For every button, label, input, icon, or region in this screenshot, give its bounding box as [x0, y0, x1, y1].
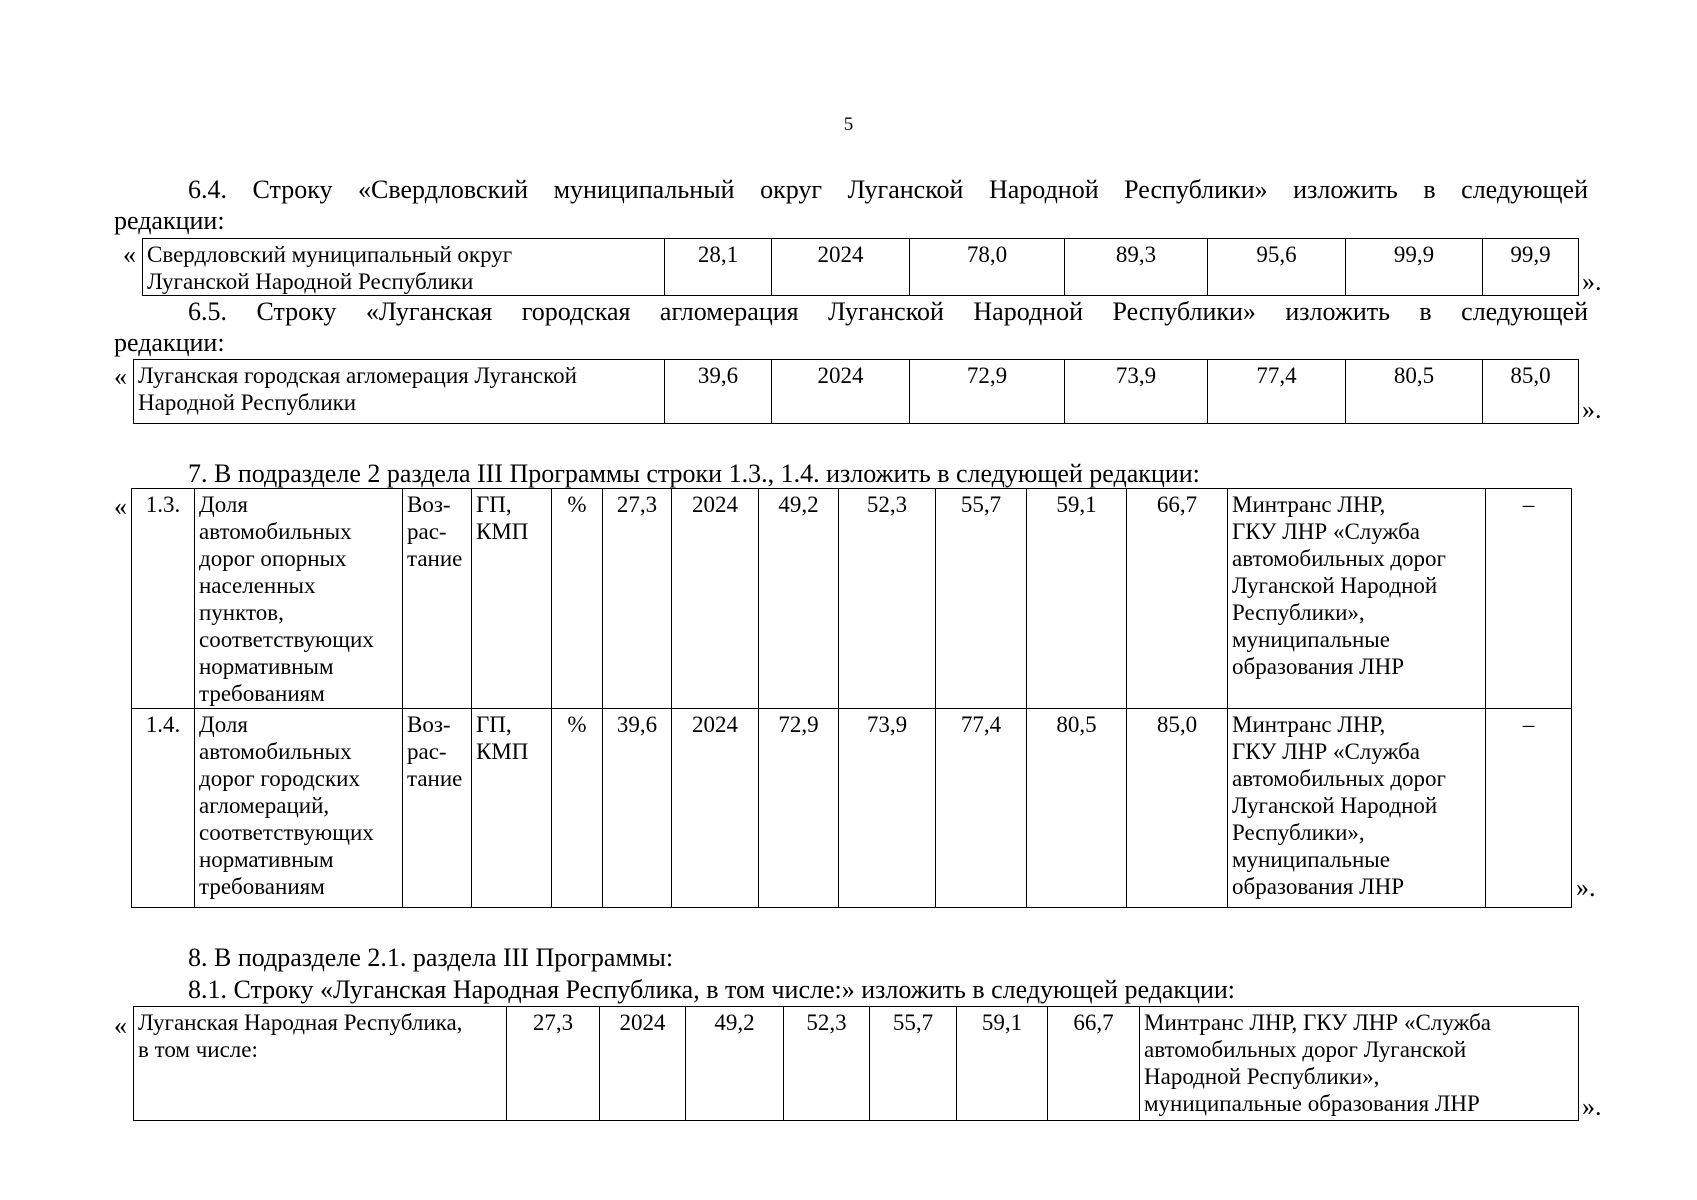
- text-line: автомобильных дорог Луганской: [1144, 1037, 1467, 1062]
- value-cell: 77,4: [936, 709, 1027, 908]
- source-cell: [472, 709, 552, 908]
- row-number-cell: 1.3.: [132, 489, 195, 709]
- responsible-cell: [1228, 709, 1486, 908]
- text-line: автомобильных: [199, 519, 352, 544]
- text-line: тание: [407, 546, 463, 571]
- value-cell: 52,3: [784, 1007, 870, 1121]
- text-line: муниципальные образования ЛНР: [1144, 1091, 1480, 1116]
- quote-close-8-1: ».: [1582, 1092, 1602, 1121]
- territory-name-cell: [134, 1007, 507, 1121]
- table-row: [132, 489, 1572, 709]
- text-line: требованиям: [199, 681, 325, 706]
- text-line: Воз-: [407, 712, 451, 737]
- text-line: нормативным: [199, 654, 334, 679]
- text-line: рас-: [407, 739, 447, 764]
- quote-open-7: «: [114, 492, 127, 521]
- responsible-cell: [1228, 489, 1486, 709]
- table-row: [143, 239, 1579, 296]
- dash-cell: –: [1486, 709, 1572, 908]
- paragraph-6-4-line1: 6.4. Строку «Свердловский муниципальный округ Луганской Народной Республики» изложить в следующей: [188, 175, 1588, 204]
- value-cell: 2024: [600, 1007, 686, 1121]
- value-cell: 78,0: [910, 239, 1065, 296]
- value-cell: 72,9: [759, 709, 839, 908]
- value-cell: 55,7: [936, 489, 1027, 709]
- paragraph-7: 7. В подразделе 2 раздела III Программы строки 1.3., 1.4. изложить в следующей редакции:: [188, 459, 1200, 488]
- paragraph-8-1: 8.1. Строку «Луганская Народная Республика, в том числе:» изложить в следующей редакции:: [188, 975, 1236, 1004]
- paragraph-6-5-line2: редакции:: [114, 328, 225, 357]
- text-line: Республики»,: [1232, 820, 1365, 845]
- value-cell: 59,1: [957, 1007, 1048, 1121]
- text-line: КМП: [476, 739, 529, 764]
- table-row: [134, 360, 1579, 424]
- text-line: муниципальные: [1232, 847, 1390, 872]
- source-cell: [472, 489, 552, 709]
- value-cell: 52,3: [839, 489, 936, 709]
- row-number-cell: 1.4.: [132, 709, 195, 908]
- value-cell: 99,9: [1346, 239, 1483, 296]
- quote-close-7: ».: [1576, 873, 1596, 902]
- territory-name-cell: [143, 239, 665, 296]
- text-line: КМП: [476, 519, 529, 544]
- value-cell: 80,5: [1346, 360, 1483, 424]
- indicator-name-cell: [195, 709, 403, 908]
- value-cell: 27,3: [507, 1007, 600, 1121]
- territory-name-line: Луганская Народная Республика,: [138, 1010, 463, 1035]
- value-cell: 28,1: [665, 239, 772, 296]
- text-line: пунктов,: [199, 600, 284, 625]
- text-line: ГП,: [476, 492, 512, 517]
- indicator-name-cell: [195, 489, 403, 709]
- text-line: агломераций,: [199, 793, 330, 818]
- text-line: соответствующих: [199, 820, 374, 845]
- value-cell: 39,6: [603, 709, 672, 908]
- text-line: автомобильных: [199, 739, 352, 764]
- text-line: ГКУ ЛНР «Служба: [1232, 739, 1420, 764]
- unit-cell: %: [552, 489, 603, 709]
- text-line: образования ЛНР: [1232, 654, 1405, 679]
- text-line: Минтранс ЛНР,: [1232, 712, 1386, 737]
- paragraph-8: 8. В подразделе 2.1. раздела III Программы:: [188, 943, 674, 972]
- text-line: Минтранс ЛНР,: [1232, 492, 1386, 517]
- paragraph-6-4-line2: редакции:: [114, 206, 225, 235]
- territory-name-line: Народной Республики: [138, 390, 357, 415]
- text-line: Воз-: [407, 492, 451, 517]
- value-cell: 55,7: [870, 1007, 957, 1121]
- text-line: муниципальные: [1232, 627, 1390, 652]
- value-cell: 2024: [672, 709, 759, 908]
- text-line: образования ЛНР: [1232, 874, 1405, 899]
- text-line: тание: [407, 766, 463, 791]
- table-row: [132, 709, 1572, 908]
- text-line: ГП,: [476, 712, 512, 737]
- value-cell: 95,6: [1208, 239, 1346, 296]
- text-line: автомобильных дорог: [1232, 766, 1446, 791]
- text-line: Народной Республики»,: [1144, 1064, 1380, 1089]
- text-line: рас-: [407, 519, 447, 544]
- table-row: [134, 1007, 1579, 1121]
- value-cell: 27,3: [603, 489, 672, 709]
- value-cell: 80,5: [1027, 709, 1127, 908]
- text-line: соответствующих: [199, 627, 374, 652]
- value-cell: 49,2: [686, 1007, 784, 1121]
- text-line: нормативным: [199, 847, 334, 872]
- territory-name-line: в том числе:: [138, 1037, 258, 1062]
- value-cell: 49,2: [759, 489, 839, 709]
- table-6-5: [133, 359, 1579, 424]
- page-number: 5: [843, 114, 854, 135]
- value-cell: 85,0: [1127, 709, 1228, 908]
- value-cell: 73,9: [1065, 360, 1208, 424]
- value-cell: 99,9: [1483, 239, 1579, 296]
- value-cell: 73,9: [839, 709, 936, 908]
- quote-close-6-4: ».: [1582, 267, 1602, 296]
- value-cell: 2024: [772, 239, 910, 296]
- territory-name-line: Луганская городская агломерация Луганской: [138, 363, 577, 388]
- territory-name-cell: [134, 360, 665, 424]
- territory-name-line: Свердловский муниципальный округ: [147, 242, 513, 267]
- text-line: дорог опорных: [199, 546, 347, 571]
- responsible-cell: [1140, 1007, 1579, 1121]
- text-line: населенных: [199, 573, 316, 598]
- value-cell: 66,7: [1127, 489, 1228, 709]
- value-cell: 2024: [772, 360, 910, 424]
- value-cell: 72,9: [910, 360, 1065, 424]
- territory-name-line: Луганской Народной Республики: [147, 269, 474, 294]
- trend-cell: [403, 489, 472, 709]
- value-cell: 89,3: [1065, 239, 1208, 296]
- trend-cell: [403, 709, 472, 908]
- text-line: Луганской Народной: [1232, 793, 1438, 818]
- text-line: Доля: [199, 492, 248, 517]
- value-cell: 39,6: [665, 360, 772, 424]
- text-line: Луганской Народной: [1232, 573, 1438, 598]
- paragraph-6-5-line1: 6.5. Строку «Луганская городская агломерация Луганской Народной Республики» изложить в следующей: [188, 297, 1588, 326]
- text-line: ГКУ ЛНР «Служба: [1232, 519, 1420, 544]
- table-6-4: [142, 238, 1579, 296]
- value-cell: 85,0: [1483, 360, 1579, 424]
- text-line: дорог городских: [199, 766, 360, 791]
- value-cell: 77,4: [1208, 360, 1346, 424]
- text-line: Доля: [199, 712, 248, 737]
- text-line: автомобильных дорог: [1232, 546, 1446, 571]
- quote-open-8-1: «: [114, 1011, 127, 1040]
- quote-close-6-5: ».: [1582, 395, 1602, 424]
- value-cell: 66,7: [1048, 1007, 1140, 1121]
- dash-cell: –: [1486, 489, 1572, 709]
- value-cell: 2024: [672, 489, 759, 709]
- text-line: Минтранс ЛНР, ГКУ ЛНР «Служба: [1144, 1010, 1491, 1035]
- quote-open-6-4: «: [123, 240, 136, 269]
- unit-cell: %: [552, 709, 603, 908]
- quote-open-6-5: «: [114, 362, 127, 391]
- table-8-1: [133, 1006, 1579, 1121]
- table-7: [131, 488, 1572, 908]
- text-line: Республики»,: [1232, 600, 1365, 625]
- value-cell: 59,1: [1027, 489, 1127, 709]
- text-line: требованиям: [199, 874, 325, 899]
